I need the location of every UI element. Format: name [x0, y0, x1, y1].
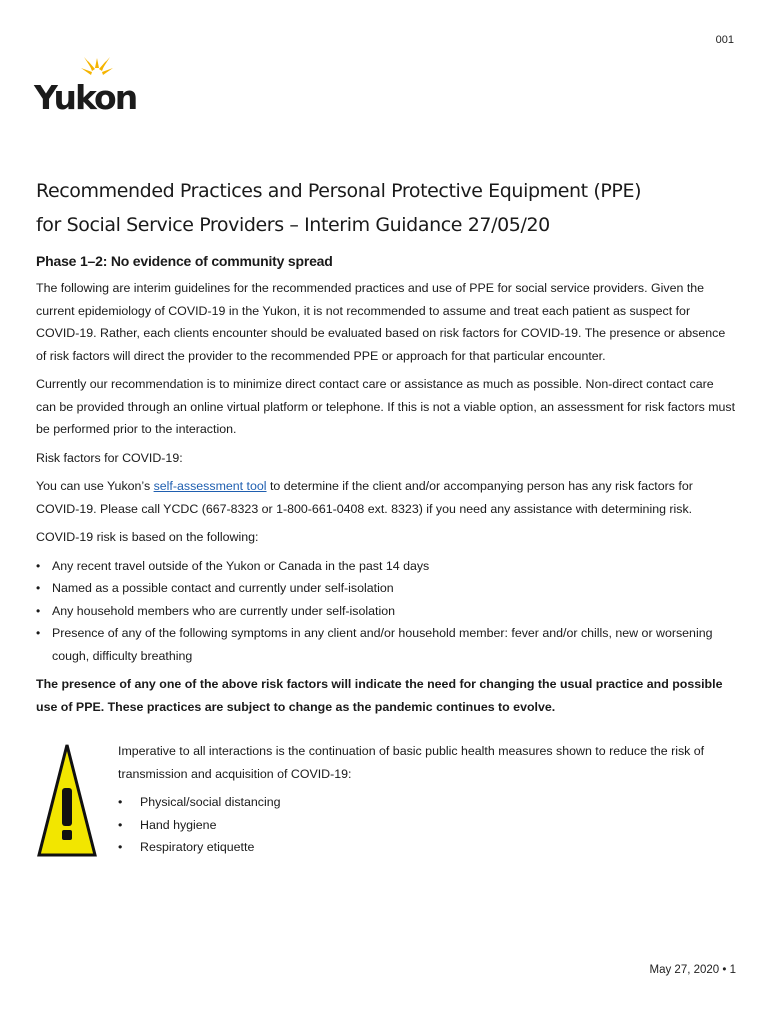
self-assessment-text-after: to determine if the client and/or accompanying person has any risk factors for COVID-19. Please call YCDC (667-8323 or 1-800-661-0408 ext. 8323) if you need any assistance with determining risk.	[36, 479, 693, 516]
list-item: • Any recent travel outside of the Yukon or Canada in the past 14 days	[36, 555, 736, 578]
list-item: • Physical/social distancing	[118, 791, 728, 814]
recommendation-paragraph: Currently our recommendation is to minimize direct contact care or assistance as much as possible. Non-direct contact care can be provided through an online virtual platform or telephone. If this is not a viable option, an assessment for risk factors must be performed prior to the interaction.	[36, 377, 736, 436]
self-assessment-text-before: You can use Yukon’s	[36, 479, 154, 493]
page-footer: May 27, 2020 • 1	[649, 964, 736, 976]
risk-list	[36, 555, 736, 668]
yukon-logo	[34, 56, 137, 118]
risk-basis-label: COVID-19 risk is based on the following:	[36, 530, 259, 544]
list-item: • Any household members who are currently under self-isolation	[36, 600, 736, 623]
warning-paragraph: Imperative to all interactions is the continuation of basic public health measures shown to reduce the risk of transmission and acquisition of COVID-19:	[118, 744, 705, 781]
self-assessment-paragraph	[36, 475, 736, 520]
warning-text	[118, 740, 728, 859]
list-item: • Respiratory etiquette	[118, 836, 728, 859]
title-line-1: Recommended Practices and Personal Protective Equipment (PPE)	[36, 180, 642, 202]
document-body	[36, 250, 736, 724]
page-code: 001	[715, 34, 734, 46]
self-assessment-link[interactable]: self-assessment tool	[153, 479, 267, 493]
risk-factors-label: Risk factors for COVID-19:	[36, 450, 183, 465]
risk-note: The presence of any one of the above risk factors will indicate the need for changing the usual practice and possible use of PPE. These practices are subject to change as the pandemic continues to evolve.	[36, 677, 723, 714]
list-item: • Named as a possible contact and currently under self-isolation	[36, 577, 736, 600]
intro-paragraph: The following are interim guidelines for the recommended practices and use of PPE for social service providers. Given the current epidemiology of COVID-19 in the Yukon, it is not recommended to assume and treat each patient as suspect for COVID-19. Rather, each clients encounter should be evaluated based on risk factors for COVID-19. The presence or absence of risk factors will direct the provider to the recommended PPE or approach for that particular encounter.	[36, 281, 726, 363]
warning-triangle-icon	[36, 742, 98, 858]
measures-list	[118, 791, 728, 859]
logo-wordmark: Yukon	[34, 78, 137, 117]
title-line-2: for Social Service Providers – Interim Guidance 27/05/20	[36, 214, 550, 236]
list-item: • Presence of any of the following symptoms in any client and/or household member: fever and/or chills, new or worsening cough, difficulty breathing	[36, 622, 736, 667]
list-item: • Hand hygiene	[118, 814, 728, 837]
section-heading: Phase 1–2: No evidence of community spread	[36, 253, 333, 269]
document-title	[36, 174, 736, 242]
